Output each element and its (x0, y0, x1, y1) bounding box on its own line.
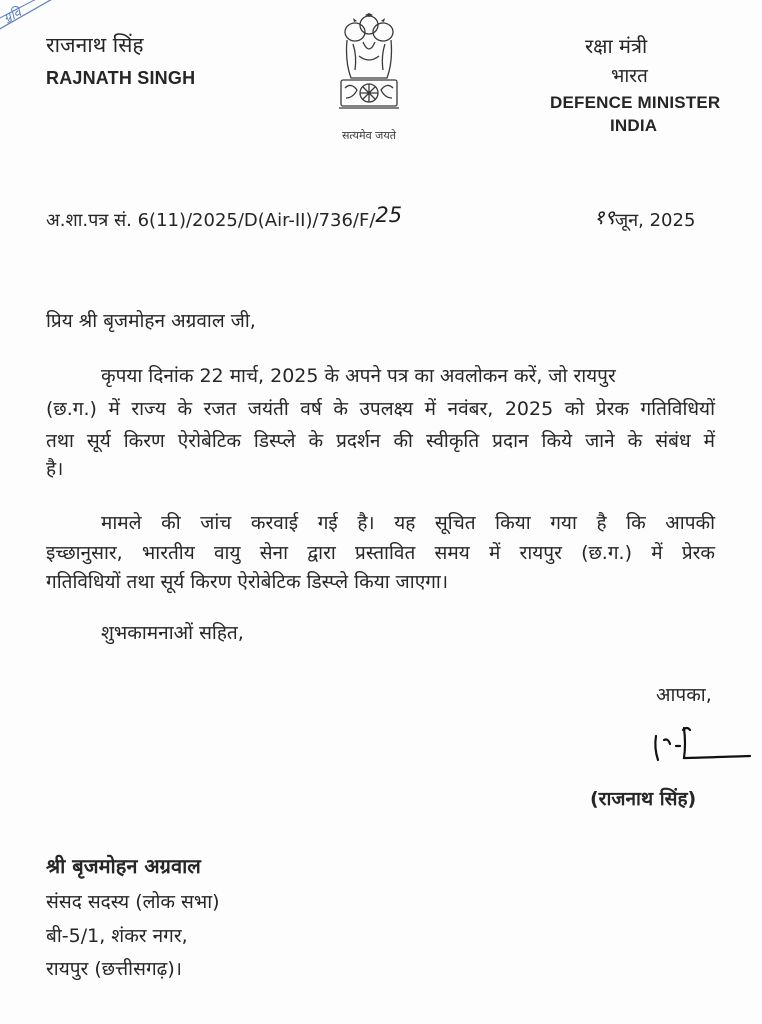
country-hindi: भारत (611, 65, 648, 87)
para1-line4: है। (46, 458, 64, 480)
para2-line1: मामले की जांच करवाई गई है। यह सूचित किया गया है कि आपकी (101, 512, 715, 534)
reference-number-handwritten: 25 (375, 203, 403, 227)
date-handwritten: १९ (594, 205, 615, 229)
reference-number-printed: अ.शा.पत्र सं. 6(11)/2025/D(Air-II)/736/F/ (46, 210, 376, 231)
para2-line3: गतिविधियों तथा सूर्य किरण ऐरोबेटिक डिस्प्ले किया जाएगा। (46, 571, 449, 593)
reference-number (46, 203, 403, 233)
signature (650, 718, 760, 768)
date-printed: जून, 2025 (614, 210, 696, 231)
addressee-name: श्री बृजमोहन अग्रवाल (46, 854, 201, 878)
para2-line2: इच्छानुसार, भारतीय वायु सेना द्वारा प्रस्तावित समय में रायपुर (छ.ग.) में प्रेरक (46, 542, 715, 564)
minister-name-hindi: राजनाथ सिंह (46, 33, 144, 57)
para1-line3: तथा सूर्य किरण ऐरोबेटिक डिस्प्ले के प्रदर्शन की स्वीकृति प्रदान किये जाने के संबंध में (46, 430, 715, 452)
para1-line2: (छ.ग.) में राज्य के रजत जयंती वर्ष के उपलक्ष्य में नवंबर, 2025 को प्रेरक गतिविधियों (46, 398, 715, 420)
country-english: INDIA (610, 116, 658, 135)
para1-line1: कृपया दिनांक 22 मार्च, 2025 के अपने पत्र का अवलोकन करें, जो रायपुर (101, 365, 616, 387)
valediction: आपका, (656, 684, 712, 706)
letter-date (594, 207, 695, 233)
addressee-address-line1: बी-5/1, शंकर नगर, (46, 925, 188, 947)
salutation: प्रिय श्री बृजमोहन अग्रवाल जी, (46, 310, 256, 332)
designation-english: DEFENCE MINISTER (550, 93, 721, 112)
addressee-address-line2: रायपुर (छत्तीसगढ़)। (46, 958, 182, 980)
emblem-motto: सत्यमेव जयते (341, 129, 397, 142)
designation-hindi: रक्षा मंत्री (585, 34, 648, 58)
addressee-designation: संसद सदस्य (लोक सभा) (46, 891, 220, 913)
closing-greeting: शुभकामनाओं सहित, (101, 622, 244, 644)
corner-stamp-text: ॻ्रवि (1, 5, 25, 27)
corner-stamp (0, 0, 66, 36)
minister-name-english: RAJNATH SINGH (46, 68, 196, 88)
state-emblem (329, 12, 409, 142)
signatory-name: (राजनाथ सिंह) (590, 788, 697, 810)
